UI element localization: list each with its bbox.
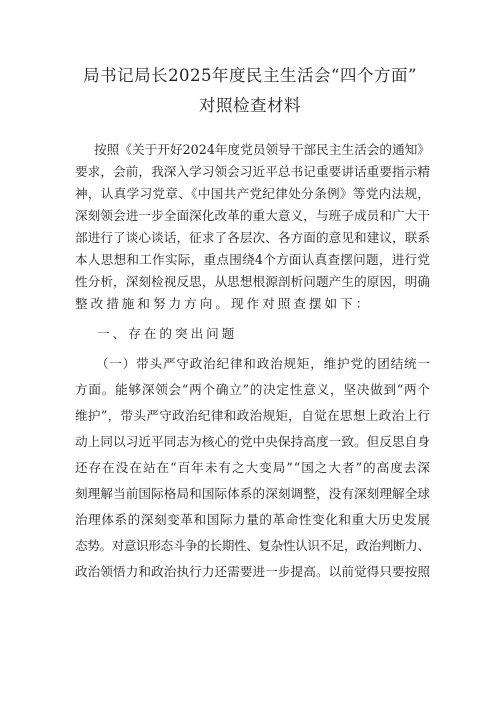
section-heading: 一、存在的突出问题 xyxy=(97,326,238,341)
paragraph-line: 深刻领会进一步全面深化改革的重大意义，与班子成员和广大干 xyxy=(75,208,431,223)
paragraph-line: 整改措施和努力方向。现作对照查摆如下： xyxy=(75,296,372,311)
paragraph-line: 刻理解当前国际格局和国际体系的深刻调整，没有深刻理解全球 xyxy=(75,486,431,501)
paragraph-line: 性分析，深刻检视反思，从思想根源剖析问题产生的原因，明确 xyxy=(75,274,431,289)
document-title-line-1: 局书记局长2025年度民主生活会“四个方面” xyxy=(83,66,417,85)
paragraph-line: 方面。能够深领会“两个确立”的决定性意义，坚决做到“两个 xyxy=(75,382,431,397)
paragraph-line: 按照《关于开好2024年度党员领导干部民主生活会的通知》 xyxy=(94,142,431,157)
paragraph-line: 本人思想和工作实际，重点围绕4个方面认真查摆问题，进行党 xyxy=(75,252,431,267)
document-title-line-2: 对照检查材料 xyxy=(199,96,301,115)
paragraph-line: 动上同以习近平同志为核心的党中央保持高度一致。但反思自身 xyxy=(75,434,431,449)
paragraph-line: 治理体系的深刻变革和国际力量的革命性变化和重大历史发展 xyxy=(75,512,431,527)
paragraph-line: 政治领悟力和政治执行力还需要进一步提高。以前觉得只要按照 xyxy=(75,564,431,579)
paragraph-line: 维护”，带头严守政治纪律和政治规矩，自觉在思想上政治上行 xyxy=(75,408,431,423)
paragraph-line: 要求，会前，我深入学习领会习近平总书记重要讲话重要指示精 xyxy=(75,164,431,179)
paragraph-line: 神，认真学习党章、《中国共产党纪律处分条例》等党内法规， xyxy=(75,186,431,201)
subsection-heading: （一）带头严守政治纪律和政治规矩，维护党的团结统一 xyxy=(96,356,431,371)
paragraph-line: 还存在没在站在“百年未有之大变局”“国之大者”的高度去深 xyxy=(75,460,431,475)
paragraph-line: 态势。对意识形态斗争的长期性、复杂性认识不足，政治判断力、 xyxy=(75,538,430,553)
paragraph-line: 部进行了谈心谈话，征求了各层次、各方面的意见和建议，联系 xyxy=(75,230,431,245)
